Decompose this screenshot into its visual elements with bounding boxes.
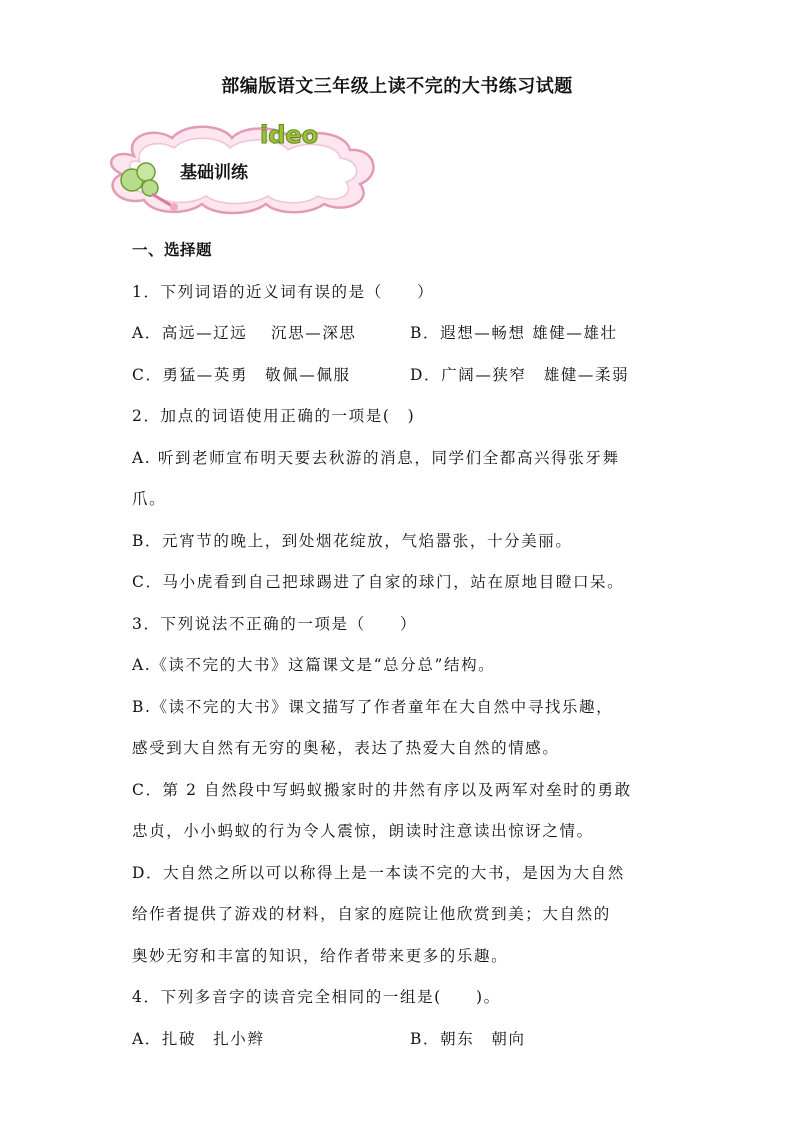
question-1-stem: 1．下列词语的近义词有误的是（ ）: [132, 283, 435, 301]
question-3-option-a: A.《读不完的大书》这篇课文是“总分总”结构。: [132, 656, 496, 674]
question-2-option-c: C．马小虎看到自己把球踢进了自家的球门，站在原地目瞪口呆。: [132, 573, 625, 591]
question-3-stem: 3．下列说法不正确的一项是（ ）: [132, 615, 418, 633]
question-2-stem: 2．加点的词语使用正确的一项是( ): [132, 407, 416, 425]
section-heading: 一、选择题: [132, 241, 213, 259]
section-banner: [94, 118, 384, 218]
question-2-option-b: B．元宵节的晚上，到处烟花绽放，气焰嚣张，十分美丽。: [132, 532, 573, 550]
question-3-option-d-cont-2: 奥妙无穷和丰富的知识，给作者带来更多的乐趣。: [132, 947, 509, 965]
question-1-option-d: D．广阔—狭窄 雄健—柔弱: [410, 366, 630, 384]
banner-label: 基础训练: [180, 163, 248, 183]
question-2-option-a-cont: 爪。: [132, 490, 167, 508]
question-3-option-d-cont-1: 给作者提供了游戏的材料，自家的庭院让他欣赏到美；大自然的: [132, 905, 611, 923]
svg-text:ideo: ideo: [260, 121, 319, 149]
question-3-option-c-cont: 忠贞，小小蚂蚁的行为令人震惊，朗读时注意读出惊讶之情。: [132, 822, 594, 840]
question-4-option-a: A．扎破 扎小辫: [132, 1030, 265, 1048]
ideo-logo: [260, 121, 318, 149]
question-1-option-a: A．高远—辽远 沉思—深思: [132, 324, 357, 342]
question-3-option-b: B.《读不完的大书》课文描写了作者童年在大自然中寻找乐趣，: [132, 698, 614, 716]
question-3-option-b-cont: 感受到大自然有无穷的奥秘，表达了热爱大自然的情感。: [132, 739, 560, 757]
question-1-option-c: C．勇猛—英勇 敬佩—佩服: [132, 366, 351, 384]
question-4-option-b: B．朝东 朝向: [410, 1030, 526, 1048]
question-3-option-d: D．大自然之所以可以称得上是一本读不完的大书，是因为大自然: [132, 864, 625, 882]
question-2-option-a: A. 听到老师宣布明天要去秋游的消息，同学们全都高兴得张牙舞: [132, 449, 620, 467]
question-4-stem: 4．下列多音字的读音完全相同的一组是( )。: [132, 988, 501, 1006]
page-title: 部编版语文三年级上读不完的大书练习试题: [221, 76, 573, 97]
question-3-option-c: C．第 2 自然段中写蚂蚁搬家时的井然有序以及两军对垒时的勇敢: [132, 781, 632, 799]
question-1-option-b: B．遐想—畅想 雄健—雄壮: [410, 324, 618, 342]
